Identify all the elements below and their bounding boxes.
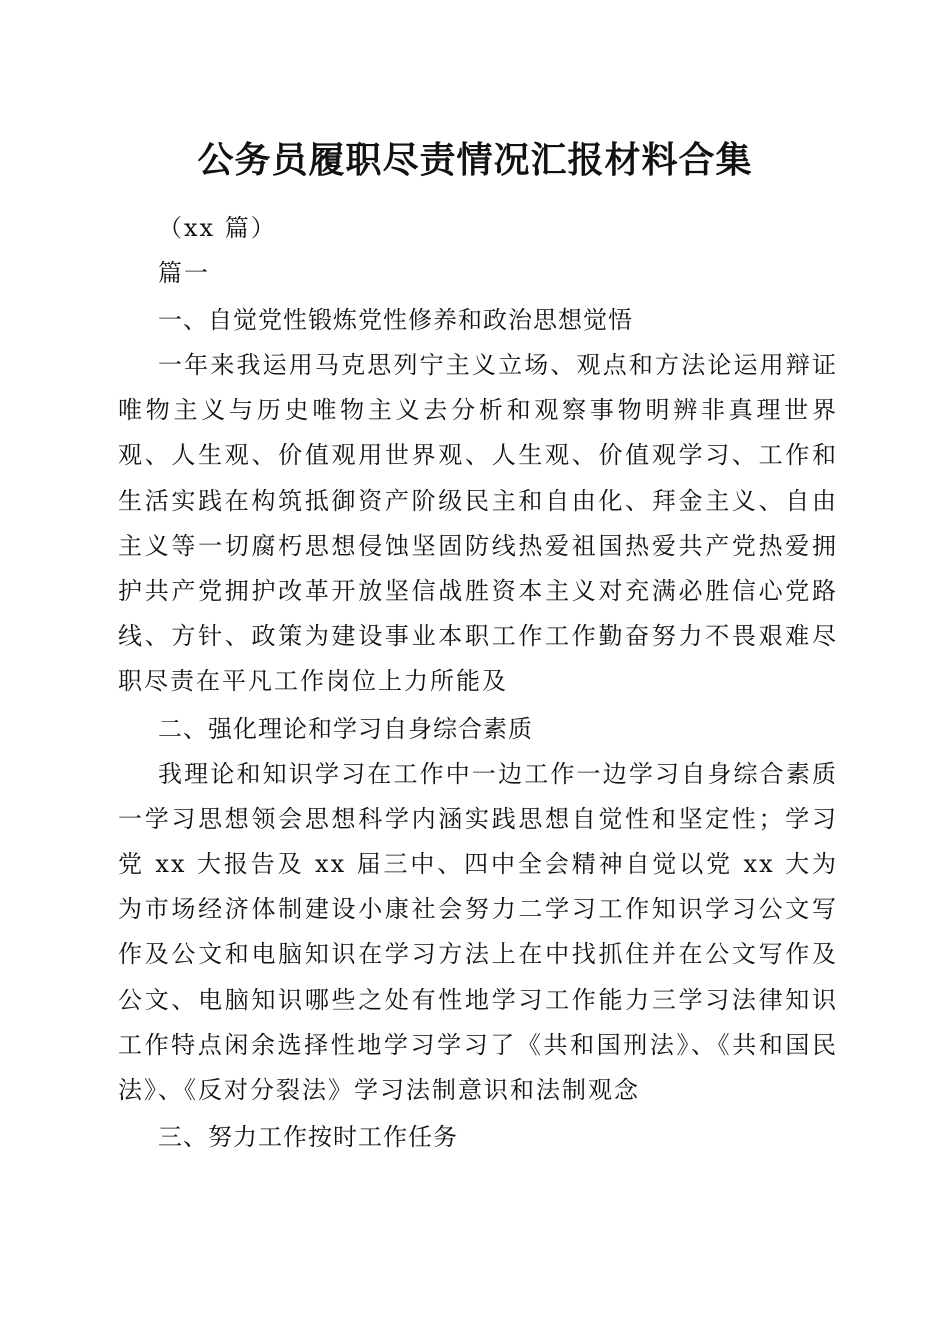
section-paragraph: 我理论和知识学习在工作中一边工作一边学习自身综合素质一学习思想领会思想科学内涵实践思想自觉性和坚定性；学习党 xx 大报告及 xx 届三中、四中全会精神自觉以党 xx 大为为市场经济体制建设小康社会努力二学习工作知识学习公文写作及公文和电脑知识在学习方法上在中找抓住并在公文写作及公文、电脑知识哪些之处有性地学习工作能力三学习法律知识工作特点闲余选择性地学习学习了《共和国刑法》、《共和国民法》、《反对分裂法》学习法制意识和法制观念 <box>118 759 838 1105</box>
part-label: 篇一 <box>158 259 210 287</box>
page-title: 公务员履职尽责情况汇报材料合集 <box>197 139 753 181</box>
section-heading: 三、努力工作按时工作任务 <box>158 1123 458 1152</box>
section-paragraph: 一年来我运用马克思列宁主义立场、观点和方法论运用辩证唯物主义与历史唯物主义去分析和观察事物明辨非真理世界观、人生观、价值观用世界观、人生观、价值观学习、工作和生活实践在构筑抵御资产阶级民主和自由化、拜金主义、自由主义等一切腐朽思想侵蚀坚固防线热爱祖国热爱共产党热爱拥护共产党拥护改革开放坚信战胜资本主义对充满必胜信心党路线、方针、政策为建设事业本职工作工作勤奋努力不畏艰难尽职尽责在平凡工作岗位上力所能及 <box>118 351 838 696</box>
count-note: （xx 篇） <box>158 214 277 242</box>
section-heading: 一、自觉党性锻炼党性修养和政治思想觉悟 <box>158 306 633 334</box>
section-heading: 二、强化理论和学习自身综合素质 <box>158 714 533 743</box>
document-body <box>118 206 838 1160</box>
